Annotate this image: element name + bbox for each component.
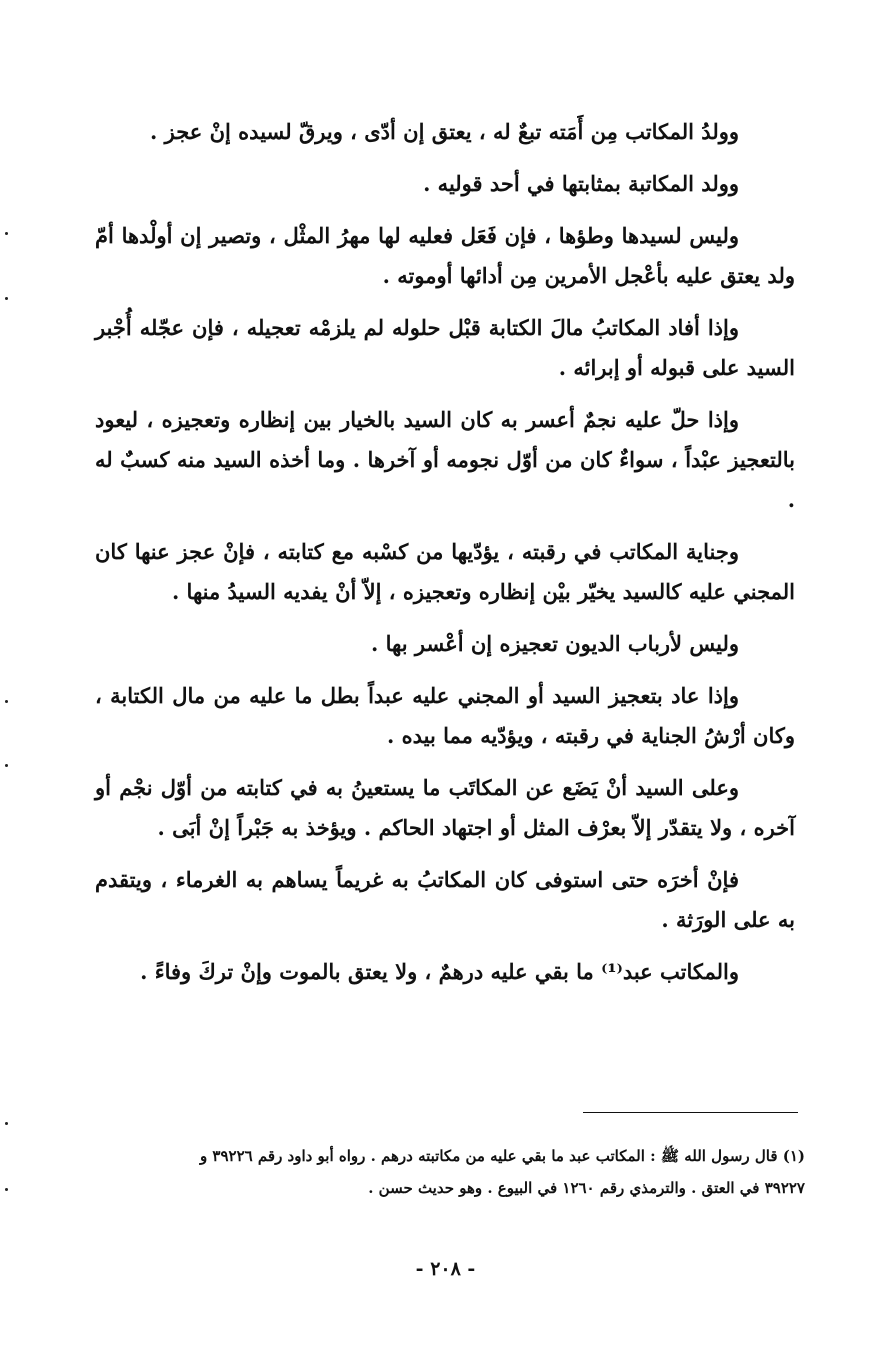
paragraph-8: وإذا عاد بتعجيز السيد أو المجني عليه عبداً بطل ما عليه من مال الكتابة ، وكان أرْشُ الجناية في رقبته ، ويؤدّيه مما بيده . [95, 683, 795, 748]
margin-mark [5, 1188, 8, 1191]
footnote-line-2: ٣٩٢٢٧ في العتق . والترمذي رقم ١٢٦٠ في البيوع . وهو حديث حسن . [368, 1179, 805, 1197]
paragraph-1: وولدُ المكاتب مِن أَمَته تبعٌ له ، يعتق إن أدّى ، ويرقّ لسيده إنْ عجز . [150, 119, 739, 144]
margin-mark [5, 700, 8, 703]
page-number: - ٢٠٨ - [415, 1258, 476, 1280]
paragraph-7: وليس لأرباب الديون تعجيزه إن أعْسر بها . [371, 631, 739, 656]
paragraph-6: وجناية المكاتب في رقبته ، يؤدّيها من كسْبه مع كتابته ، فإنْ عجز عنها كان المجني عليه كالسيد يخيّر بيْن إنظاره وتعجيزه ، إلاّ أنْ يفديه السيدُ منها . [95, 539, 795, 604]
paragraph-9: وعلى السيد أنْ يَضَع عن المكاتَب ما يستعينُ به في كتابته من أوّل نجْم أو آخره ، ولا يتقدّر إلاّ بعرْف المثل أو اجتهاد الحاكم . ويؤخذ به جَبْراً إنْ أبَى . [95, 775, 795, 840]
margin-mark [5, 1122, 8, 1125]
paragraph-10: فإنْ أخرَه حتى استوفى كان المكاتبُ به غريماً يساهم به الغرماء ، ويتقدم به على الورَثة . [95, 867, 795, 932]
paragraph-5: وإذا حلّ عليه نجمٌ أعسر به كان السيد بالخيار بين إنظاره وتعجيزه ، ليعود بالتعجيز عبْداً ، سواءٌ كان من أوّل نجومه أو آخرها . وما أخذه السيد منه كسبٌ له . [95, 407, 795, 512]
margin-mark [5, 232, 8, 235]
footnote [100, 1140, 805, 1204]
paragraph-11: والمكاتب عبد⁽¹⁾ ما بقي عليه درهمٌ ، ولا يعتق بالموت وإنْ تركَ وفاءً . [140, 959, 739, 984]
paragraph-4: وإذا أفاد المكاتبُ مالَ الكتابة قبْل حلوله لم يلزمْه تعجيله ، فإن عجّله أُجْبر السيد على قبوله أو إبرائه . [95, 315, 795, 380]
paragraph-2: وولد المكاتبة بمثابتها في أحد قوليه . [423, 171, 739, 196]
margin-mark [5, 764, 8, 767]
footnote-line-1: (١) قال رسول الله ﷺ : المكاتب عبد ما بقي عليه من مكاتبته درهم . رواه أبو داود رقم ٣٩٢٢٦ و [199, 1147, 805, 1165]
main-text [95, 112, 795, 1004]
footnote-separator [583, 1112, 798, 1113]
margin-mark [5, 297, 8, 300]
paragraph-3: وليس لسيدها وطؤها ، فإن فَعَل فعليه لها مهرُ المثْل ، وتصير إن أولْدها أمّ ولد يعتق عليه بأعْجل الأمرين مِن أدائها أوموته . [95, 223, 795, 288]
